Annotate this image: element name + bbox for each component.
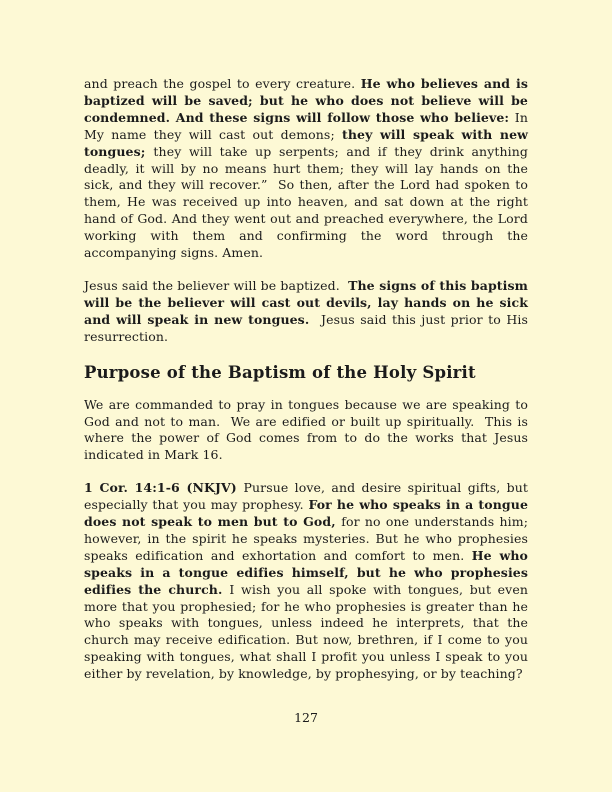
- corinthians-quote-paragraph: [84, 480, 533, 683]
- text-run: He who speaks in a tongue edifies himself, but he who prophesies edifies the church.: [84, 547, 533, 597]
- text-run: He who believes and is baptized will be saved; but he who does not believe will be condemned. And these signs will follow those who believe:: [84, 76, 533, 125]
- page-number: 127: [294, 710, 318, 725]
- praying-in-tongues-commentary-paragraph: [84, 396, 533, 465]
- section-heading: Purpose of the Baptism of the Holy Spirit: [84, 362, 476, 382]
- text-run: For he who speaks in a tongue does not speak to men but to God,: [84, 497, 533, 530]
- text-run: they will take up serpents; and if they drink anything deadly, it will by no means hurt them; they will lay hands on the sick, and they will recover.” So then, after the Lord had spoken to them, He was received up into heaven, and sat down at the right hand of God. And they went out and preached everywhere, the Lord working with them and confirming the word through the accompanying signs. Amen.: [84, 143, 533, 261]
- page-body-text: [84, 76, 533, 683]
- text-run: The signs of this baptism will be the believer will cast out devils, lay hands on he sick and will speak in new tongues.: [84, 277, 533, 327]
- text-run: Pursue love, and desire spiritual gifts, but especially that you may prophesy.: [84, 480, 533, 513]
- text-run: In My name they will cast out demons;: [84, 109, 533, 142]
- text-run: I wish you all spoke with tongues, but even more that you prophesied; for he who prophesies is greater than he who speaks with tongues, unless indeed he interprets, that the church may receive edification. But now, brethren, if I come to you speaking with tongues, what shall I profit you unless I speak to you either by revelation, by knowledge, by prophesying, or by teaching?: [84, 581, 533, 682]
- mark-16-quote-paragraph: [84, 76, 533, 262]
- text-run: they will speak with new tongues;: [84, 126, 533, 159]
- text-run: for no one understands him; however, in the spirit he speaks mysteries. But he who prophesies speaks edification and exhortation and comfort to men.: [84, 514, 533, 563]
- text-run: 1 Cor. 14:1-6 (NKJV): [84, 480, 244, 496]
- text-run: and preach the gospel to every creature.: [84, 76, 361, 91]
- text-run: We are commanded to pray in tongues because we are speaking to God and not to man. We are edified or built up spiritually. This is where the power of God comes from to do the works that Jesus indicated in Mark 16.: [84, 396, 533, 463]
- text-run: Jesus said the believer will be baptized.: [84, 277, 349, 293]
- text-run: Jesus said this just prior to His resurrection.: [84, 311, 533, 344]
- page-footer: [0, 710, 612, 725]
- baptism-signs-commentary-paragraph: [84, 277, 533, 346]
